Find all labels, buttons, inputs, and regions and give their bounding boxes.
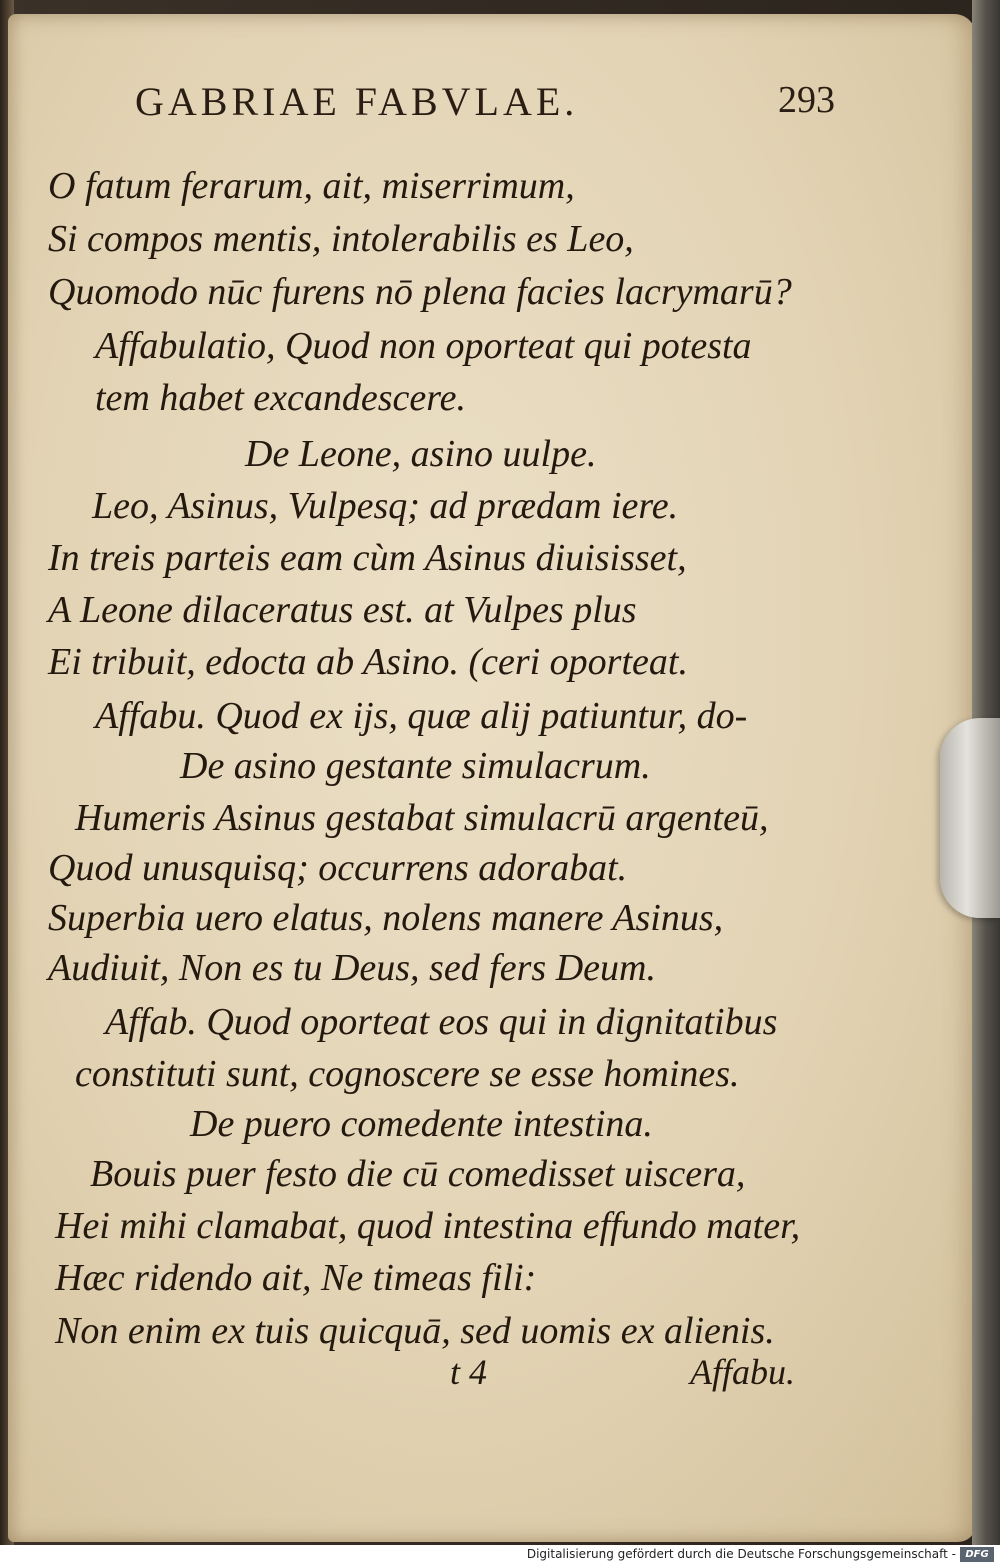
- text-line: Hei mihi clamabat, quod intestina effundo mater,: [55, 1205, 801, 1247]
- section-heading: De Leone, asino uulpe.: [245, 433, 597, 475]
- text-line: Hæc ridendo ait, Ne timeas fili:: [55, 1257, 537, 1299]
- text-line: Ei tribuit, edocta ab Asino. (ceri oporteat.: [48, 641, 688, 683]
- text-line: Audiuit, Non es tu Deus, sed fers Deum.: [48, 947, 656, 989]
- section-heading: De puero comedente intestina.: [190, 1103, 653, 1145]
- text-line: Leo, Asinus, Vulpesq; ad prædam iere.: [92, 485, 679, 527]
- text-line: Quomodo nūc furens nō plena facies lacrymarū?: [48, 271, 792, 313]
- text-line: Affabu. Quod ex ijs, quæ alij patiuntur, do-: [95, 695, 748, 737]
- text-line: Affabulatio, Quod non oporteat qui potesta: [95, 325, 752, 367]
- text-line: constituti sunt, cognoscere se esse homines.: [75, 1053, 740, 1095]
- page-number: 293: [778, 79, 835, 121]
- signature-mark: t 4: [450, 1352, 488, 1392]
- page-clip: [940, 718, 1000, 918]
- text-line: Bouis puer festo die cū comedisset uiscera,: [90, 1153, 746, 1195]
- running-head: [135, 78, 835, 138]
- text-line: Quod unusquisq; occurrens adorabat.: [48, 847, 628, 889]
- dfg-logo: DFG: [960, 1547, 994, 1562]
- text-line: Affab. Quod oporteat eos qui in dignitatibus: [105, 1001, 778, 1043]
- text-line: Humeris Asinus gestabat simulacrū argenteū,: [75, 797, 769, 839]
- text-line: O fatum ferarum, ait, miserrimum,: [48, 165, 575, 207]
- text-line: In treis parteis eam cùm Asinus diuisisset,: [48, 537, 687, 579]
- text-line: Si compos mentis, intolerabilis es Leo,: [48, 218, 634, 260]
- catchword: Affabu.: [690, 1352, 795, 1392]
- footer-bar: [0, 1545, 1000, 1565]
- text-line: Superbia uero elatus, nolens manere Asinus,: [48, 897, 724, 939]
- footer-credit: Digitalisierung gefördert durch die Deutsche Forschungsgemeinschaft -: [526, 1547, 956, 1561]
- text-line: tem habet excandescere.: [95, 377, 467, 419]
- section-heading: De asino gestante simulacrum.: [180, 745, 651, 787]
- text-line: A Leone dilaceratus est. at Vulpes plus: [48, 589, 637, 631]
- text-line: Non enim ex tuis quicquā, sed uomis ex alienis.: [55, 1310, 775, 1352]
- running-head-title: GABRIAE FABVLAE.: [135, 79, 579, 124]
